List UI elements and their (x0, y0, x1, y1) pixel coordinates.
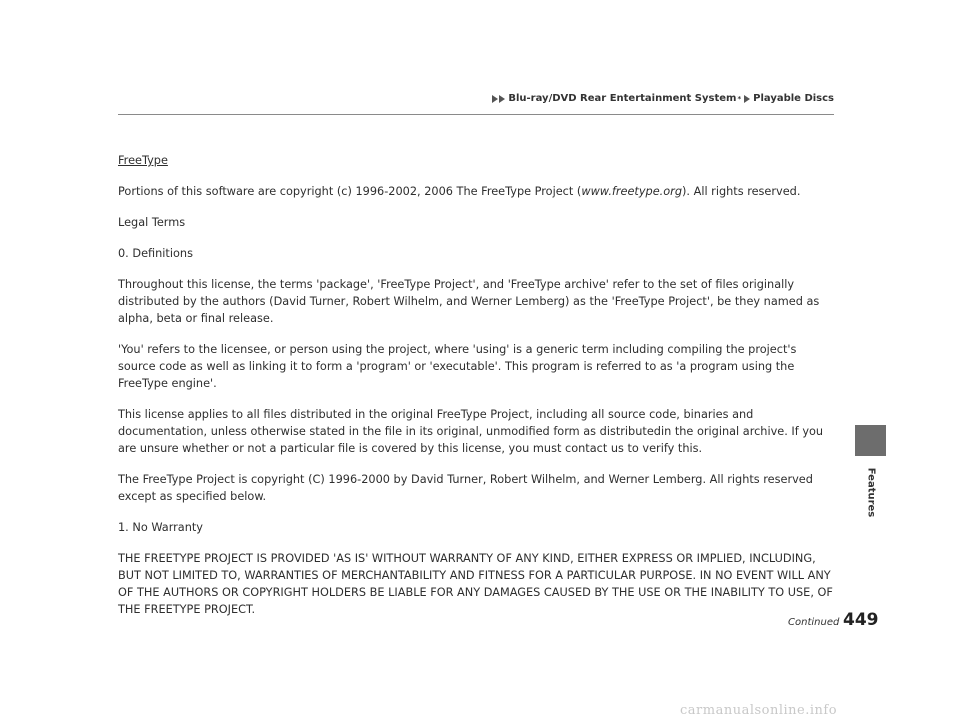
definitions-heading: 0. Definitions (118, 247, 193, 260)
definitions-paragraph: Throughout this license, the terms 'package', 'FreeType Project', and 'FreeType archive' refer to the set of files originally distributed by the authors (David Turner, Robert Wilhelm, and Werner Lemberg) as the 'FreeType Project', be they named as alpha, beta or final release. (118, 278, 820, 325)
no-warranty-heading: 1. No Warranty (118, 521, 203, 534)
section-tab-label: Features (865, 467, 877, 517)
section-heading: FreeType (118, 154, 168, 167)
breadcrumb (492, 93, 834, 104)
arrow-icon (744, 95, 750, 103)
you-paragraph: 'You' refers to the licensee, or person using the project, where 'using' is a generic term including compiling the project's source code as well as linking it to form a 'program' or 'executable'. This program is referred to as 'a program using the FreeType engine'. (118, 343, 797, 390)
warranty-paragraph: THE FREETYPE PROJECT IS PROVIDED 'AS IS' WITHOUT WARRANTY OF ANY KIND, EITHER EXPRESS OR IMPLIED, INCLUDING, BUT NOT LIMITED TO, WARRANTIES OF MERCHANTABILITY AND FITNESS FOR A PARTICULAR PURPOSE. IN NO EVENT WILL ANY OF THE AUTHORS OR COPYRIGHT HOLDERS BE LIABLE FOR ANY DAMAGES CAUSED BY THE USE OR THE INABILITY TO USE, OF THE FREETYPE PROJECT. (118, 552, 833, 616)
copyright-paragraph: Portions of this software are copyright (c) 1996-2002, 2006 The FreeType Project (www.freetype.org). All rights reserved. (118, 185, 801, 198)
legal-terms-heading: Legal Terms (118, 216, 186, 229)
website-link[interactable]: www.freetype.org (581, 185, 682, 198)
section-tab[interactable] (855, 425, 886, 456)
copyright-notice-paragraph: The FreeType Project is copyright (C) 1996-2000 by David Turner, Robert Wilhelm, and Werner Lemberg. All rights reserved except as specified below. (118, 473, 813, 503)
breadcrumb-section[interactable]: Blu-ray/DVD Rear Entertainment System (508, 93, 737, 104)
license-text (118, 152, 834, 632)
scope-paragraph: This license applies to all files distributed in the original FreeType Project, including all source code, binaries and documentation, unless otherwise stated in the file in its original, unmodified form as distributedin the original archive. If you are unsure whether or not a particular file is covered by this license, you must contact us to verify this. (118, 408, 824, 455)
continued-label: Continued (788, 617, 840, 628)
watermark: carmanualsonline.info (680, 703, 838, 718)
page-number: 449 (843, 610, 879, 630)
option-marker: * (737, 94, 742, 103)
header-divider (118, 114, 834, 115)
breadcrumb-page[interactable]: Playable Discs (753, 93, 834, 104)
arrow-icon (492, 95, 498, 103)
arrow-icon (499, 95, 505, 103)
